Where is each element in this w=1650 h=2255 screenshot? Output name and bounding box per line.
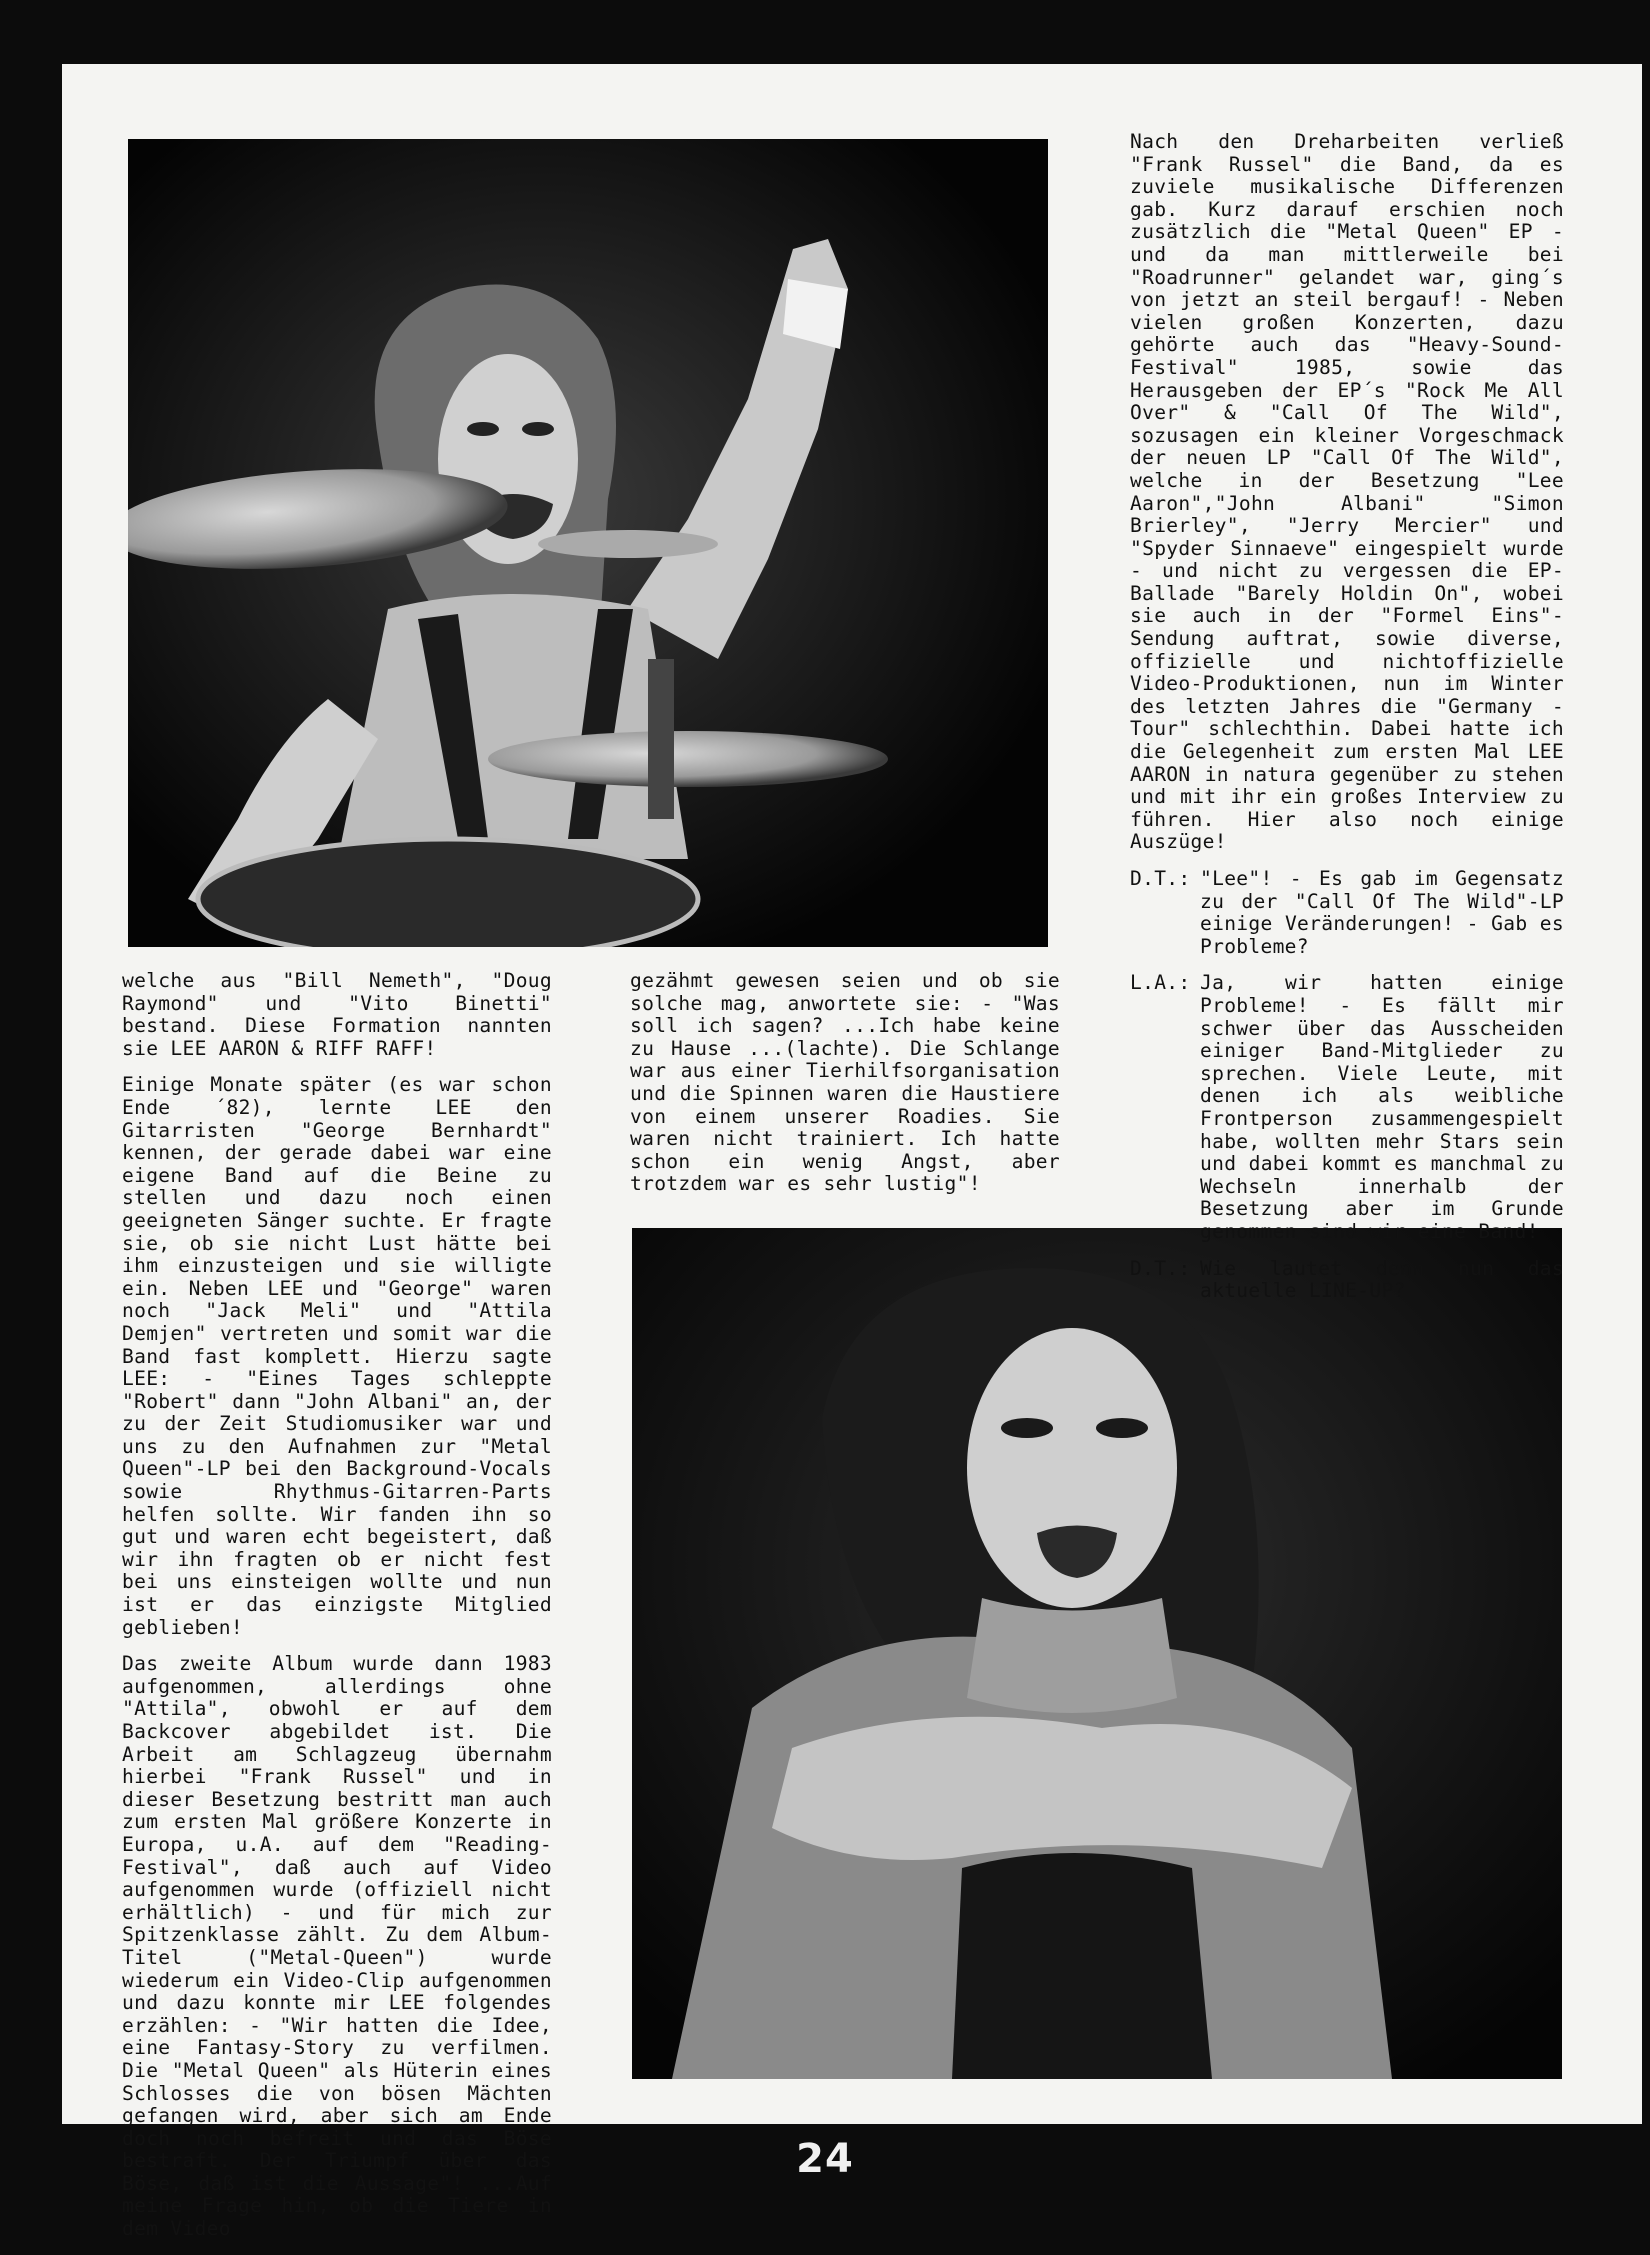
answer-text: Ja, wir hatten einige Probleme! - Es fällt mir schwer über das Ausscheiden einiger Band-Mitglieder zu sprechen. Viele Leute, mit denen ich als weibliche Frontperson zusammengespielt habe, wollten mehr Stars sein und dabei kommt es manchmal zu Wechseln innerhalb der Besetzung aber im Grunde genommen sind wir eine Band!: [1200, 971, 1564, 1243]
question-text: Wie lautet denn nun das aktuelle LINE-UP?: [1200, 1256, 1564, 1303]
column-left: [122, 970, 552, 2255]
col1-paragraph-2: Einige Monate später (es war schon Ende ´82), lernte LEE den Gitarristen "George Bernhardt" kennen, der gerade dabei war eine eigene Band auf die Beine zu stellen und dazu noch einen geeigneten Sänger suchte. Er fragte sie, ob sie nicht Lust hätte bei ihm einzusteigen und sie willigte ein. Neben LEE und "George" waren noch "Jack Meli" und "Attila Demjen" vertreten und somit war die Band fast komplett. Hierzu sagte LEE: - "Eines Tages schleppte "Robert" dann "John Albani" an, der zu der Zeit Studiomusiker war und uns zu den Aufnahmen zur "Metal Queen"-LP bei den Background-Vocals sowie Rhythmus-Gitarren-Parts helfen sollte. Wir fanden ihn so gut und waren echt begeistert, daß wir ihn fragten ob er nicht fest bei uns einsteigen wollte und nun ist er das einzigste Mitglied geblieben!: [122, 1073, 552, 1639]
interview-answer-1: [1130, 972, 1564, 1243]
speaker-label: D.T.:: [1130, 867, 1191, 890]
question-text: "Lee"! - Es gab im Gegensatz zu der "Call Of The Wild"-LP einige Veränderungen! - Gab es Probleme?: [1200, 867, 1564, 958]
col2-paragraph-1: gezähmt gewesen seien und ob sie solche mag, anwortete sie: - "Was soll ich sagen? ...Ich habe keine zu Hause ...(lachte). Die Schlange war aus einer Tierhilfsorganisation und die Spinnen waren die Haustiere von einem unserer Roadies. Sie waren nicht trainiert. Ich hatte schon ein wenig Angst, aber trotzdem war es sehr lustig"!: [630, 969, 1060, 1196]
page-number: 24: [796, 2136, 854, 2182]
drummer-photo: [128, 139, 1048, 947]
column-right: [1130, 131, 1564, 1317]
interview-question-1: [1130, 868, 1564, 958]
singer-photo: [632, 1228, 1562, 2079]
column-middle: [630, 970, 1060, 1210]
speaker-label: L.A.:: [1130, 971, 1191, 995]
interview-question-2: [1130, 1258, 1564, 1303]
col1-paragraph-3: Das zweite Album wurde dann 1983 aufgenommen, allerdings ohne "Attila", obwohl er auf dem Backcover abgebildet ist. Die Arbeit am Schlagzeug übernahm hierbei "Frank Russel" und in dieser Besetzung bestritt man auch zum ersten Mal größere Konzerte in Europa, u.A. auf dem "Reading-Festival", daß auch auf Video aufgenommen wurde (offiziell nicht erhältlich) - und für mich zur Spitzenklasse zählt. Zu dem Album-Titel ("Metal-Queen") wurde wiederum ein Video-Clip aufgenommen und dazu konnte mir LEE folgendes erzählen: - "Wir hatten die Idee, eine Fantasy-Story zu verfilmen. Die "Metal Queen" als Hüterin eines Schlosses die von bösen Mächten gefangen wird, aber sich am Ende doch noch befreit und das Böse bestraft. Der Triumpf über das Böse, daß ist die Aussage"! ...Auf meine Frage hin, ob die Tiere in dem Video: [122, 1652, 552, 2241]
col1-paragraph-1: welche aus "Bill Nemeth", "Doug Raymond" und "Vito Binetti" bestand. Diese Formation nannten sie LEE AARON & RIFF RAFF!: [122, 969, 552, 1060]
col3-paragraph-1: Nach den Dreharbeiten verließ "Frank Russel" die Band, da es zuviele musikalische Differenzen gab. Kurz darauf erschien noch zusätzlich die "Metal Queen" EP - und da man mittlerweile bei "Roadrunner" gelandet war, ging´s von jetzt an steil bergauf! - Neben vielen großen Konzerten, dazu gehörte auch das "Heavy-Sound-Festival" 1985, sowie das Herausgeben der EP´s "Rock Me All Over" & "Call Of The Wild", sozusagen ein kleiner Vorgeschmack der neuen LP "Call Of The Wild", welche in der Besetzung "Lee Aaron","John Albani" "Simon Brierley", "Jerry Mercier" und "Spyder Sinnaeve" eingespielt wurde - und nicht zu vergessen die EP-Ballade "Barely Holdin On", wobei sie auch in der "Formel Eins"-Sendung auftrat, sowie diverse, offizielle und nichtoffizielle Video-Produktionen, nun im Winter des letzten Jahres die "Germany -Tour" schlechthin. Dabei hatte ich die Gelegenheit zum ersten Mal LEE AARON in natura gegenüber zu stehen und mit ihr ein großes Interview zu führen. Hier also noch einige Auszüge!: [1130, 130, 1564, 854]
speaker-label: D.T.:: [1130, 1256, 1191, 1280]
